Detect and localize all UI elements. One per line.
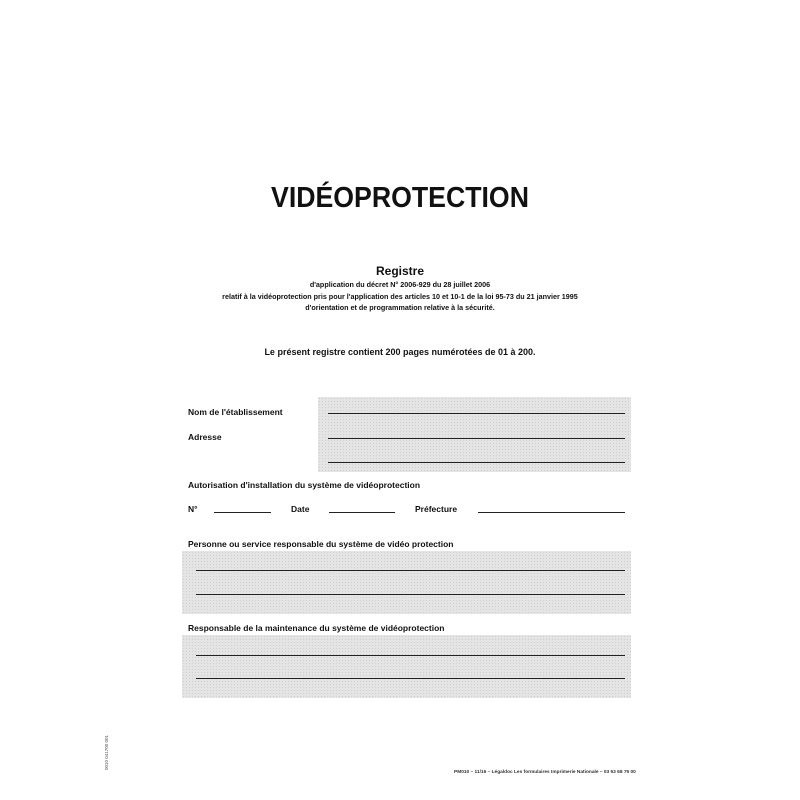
- pages-note: Le présent registre contient 200 pages numérotées de 01 à 200.: [264, 347, 536, 357]
- establishment-name-field[interactable]: [328, 413, 625, 414]
- establishment-name-label: Nom de l'établissement: [188, 407, 283, 417]
- responsible-heading: Personne ou service responsable du système de vidéo protection: [188, 539, 454, 549]
- prefecture-field[interactable]: [478, 512, 625, 513]
- authorization-number-label: N°: [188, 504, 198, 514]
- law-reference-line: relatif à la vidéoprotection pris pour l'application des articles 10 et 10-1 de la loi 95-73 du 21 janvier 1995: [222, 292, 578, 301]
- decree-line: d'application du décret N° 2006-929 du 28 juillet 2006: [309, 280, 491, 289]
- establishment-address-shaded-box: [318, 397, 631, 472]
- authorization-heading: Autorisation d'installation du système de vidéoprotection: [188, 480, 421, 490]
- authorization-date-field[interactable]: [329, 512, 395, 513]
- address-field-line-1[interactable]: [328, 438, 625, 439]
- responsible-field-line-2[interactable]: [196, 594, 625, 595]
- document-title: VIDÉOPROTECTION: [271, 182, 529, 214]
- address-label: Adresse: [188, 432, 222, 442]
- footer-reference: PM010 – 11/16 – Légaldoc Les formulaires Imprimerie Nationale – 03 53 68 75 00: [454, 770, 636, 775]
- side-code: 0010 041700 001: [104, 734, 109, 770]
- address-field-line-2[interactable]: [328, 462, 625, 463]
- authorization-number-field[interactable]: [214, 512, 271, 513]
- maintenance-field-line-2[interactable]: [196, 678, 625, 679]
- orientation-line: d'orientation et de programmation relative à la sécurité.: [305, 303, 495, 312]
- maintenance-heading: Responsable de la maintenance du système de vidéoprotection: [188, 623, 445, 633]
- register-heading: Registre: [375, 264, 425, 278]
- responsible-field-line-1[interactable]: [196, 570, 625, 571]
- maintenance-field-line-1[interactable]: [196, 655, 625, 656]
- authorization-date-label: Date: [291, 504, 310, 514]
- prefecture-label: Préfecture: [415, 504, 458, 514]
- maintenance-shaded-box: [182, 635, 631, 698]
- responsible-shaded-box: [182, 551, 631, 614]
